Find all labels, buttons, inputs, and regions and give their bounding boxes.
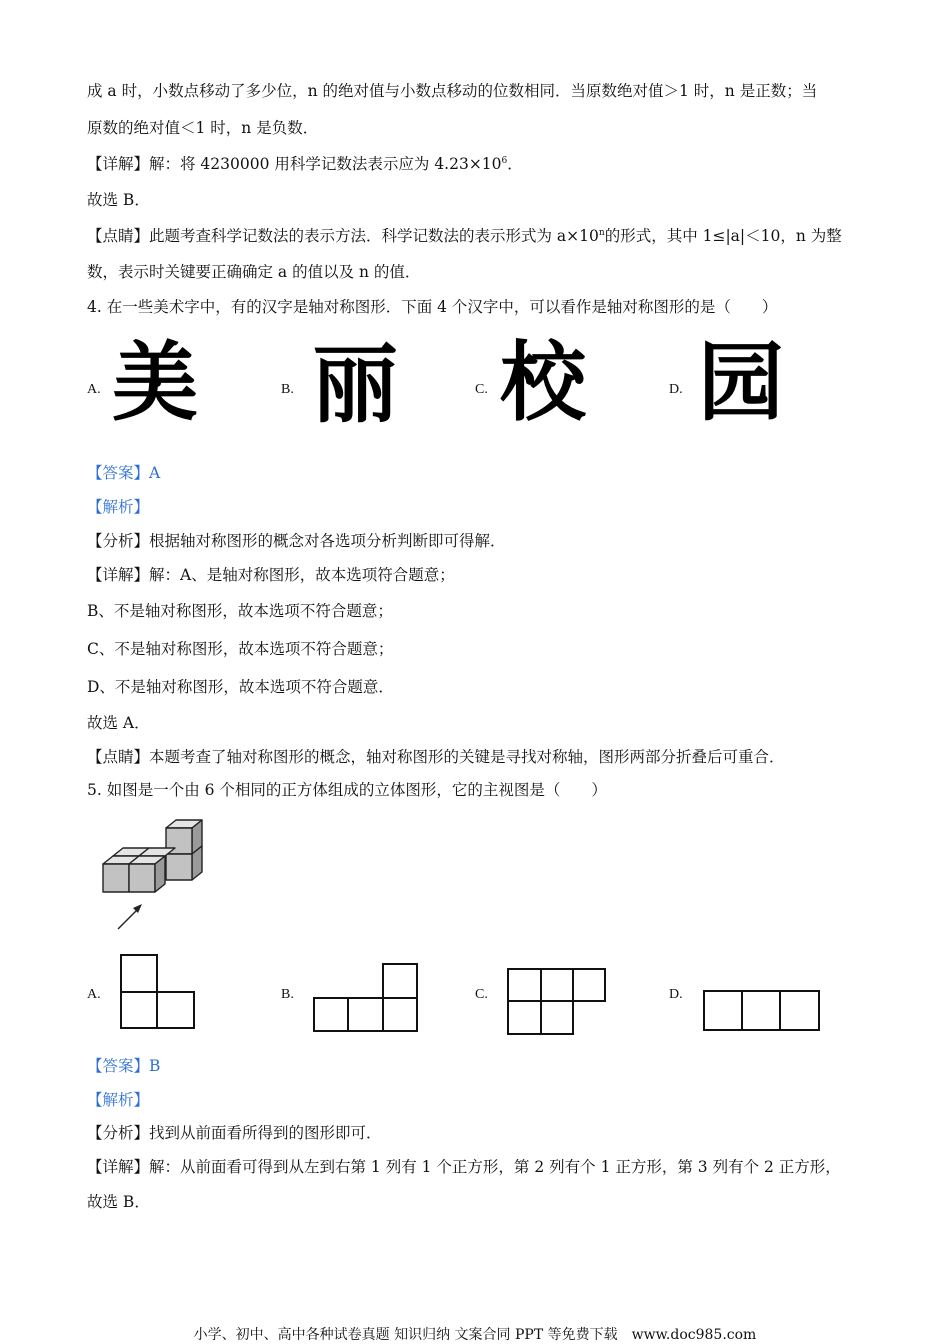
q4-review: 【点睛】本题考查了轴对称图形的概念，轴对称图形的关键是寻找对称轴，图形两部分折叠后可重合． bbox=[87, 748, 785, 766]
q3-review-2: 数，表示时关键要正确确定 a 的值以及 n 的值． bbox=[87, 263, 421, 281]
q5-option-c-label: C. bbox=[475, 987, 488, 1002]
q4-analysis-tag: 【解析】 bbox=[87, 498, 150, 516]
q5-answer: 【答案】B bbox=[87, 1057, 161, 1075]
q4-analysis: 【分析】根据轴对称图形的概念对各选项分析判断即可得解． bbox=[87, 532, 506, 550]
q4-option-c-char: 校 bbox=[500, 333, 586, 433]
q5-choose: 故选 B． bbox=[87, 1193, 150, 1211]
q4-option-d-char: 园 bbox=[698, 333, 784, 433]
q5-analysis-tag: 【解析】 bbox=[87, 1091, 150, 1109]
q4-option-b-label: B. bbox=[281, 382, 294, 397]
q4-detail-c: C、不是轴对称图形，故本选项不符合题意； bbox=[87, 640, 394, 658]
q4-option-a-char: 美 bbox=[112, 333, 198, 433]
q4-choose: 故选 A． bbox=[87, 714, 150, 732]
q3-detail-end: ． bbox=[507, 155, 523, 173]
q4-stem: 4. 在一些美术字中，有的汉字是轴对称图形．下面 4 个汉字中，可以看作是轴对称图形的是（ ） bbox=[87, 298, 778, 316]
q4-detail: 【详解】解：A、是轴对称图形，故本选项符合题意； bbox=[87, 566, 455, 584]
q4-option-a-label: A. bbox=[87, 382, 101, 397]
q5-cube-figure bbox=[96, 815, 211, 935]
q5-option-a-figure bbox=[120, 954, 196, 1030]
q3-detail bbox=[87, 153, 523, 175]
q5-option-a-label: A. bbox=[87, 987, 101, 1002]
q3-detail-exponent: 6 bbox=[501, 155, 508, 166]
q3-review-text-a: 【点睛】此题考查科学记数法的表示方法．科学记数法的表示形式为 a×10 bbox=[87, 227, 599, 245]
q4-detail-d: D、不是轴对称图形，故本选项不符合题意． bbox=[87, 678, 394, 696]
q5-option-b-figure bbox=[313, 963, 419, 1033]
q4-option-b-char: 丽 bbox=[312, 335, 398, 435]
q3-line-2: 原数的绝对值＜1 时，n 是负数． bbox=[87, 119, 319, 137]
q5-stem: 5. 如图是一个由 6 个相同的正方体组成的立体图形，它的主视图是（ ） bbox=[87, 781, 607, 799]
q3-detail-text: 【详解】解：将 4230000 用科学记数法表示应为 4.23×10 bbox=[87, 155, 502, 173]
q4-option-c-label: C. bbox=[475, 382, 488, 397]
q4-detail-b: B、不是轴对称图形，故本选项不符合题意； bbox=[87, 602, 393, 620]
q4-answer: 【答案】A bbox=[87, 464, 161, 482]
q5-option-c-figure bbox=[507, 968, 607, 1036]
q4-option-d-label: D. bbox=[669, 382, 683, 397]
q5-analysis: 【分析】找到从前面看所得到的图形即可． bbox=[87, 1124, 382, 1142]
q3-review-text-b: 的形式，其中 1≤|a|＜10，n 为整 bbox=[604, 227, 842, 245]
q5-option-d-label: D. bbox=[669, 987, 683, 1002]
q5-option-d-figure bbox=[703, 990, 821, 1032]
q3-review-exponent: n bbox=[598, 227, 605, 238]
q5-detail: 【详解】解：从前面看可得到从左到右第 1 列有 1 个正方形，第 2 列有个 1 正方形，第 3 列有个 2 正方形， bbox=[87, 1158, 841, 1176]
q3-choose: 故选 B． bbox=[87, 191, 150, 209]
q3-line-1: 成 a 时，小数点移动了多少位，n 的绝对值与小数点移动的位数相同．当原数绝对值＞1 时，n 是正数；当 bbox=[87, 82, 818, 100]
page-footer: 小学、初中、高中各种试卷真题 知识归纳 文案合同 PPT 等免费下载 www.doc985.com bbox=[193, 1327, 757, 1343]
q3-review-1 bbox=[87, 225, 842, 247]
q5-option-b-label: B. bbox=[281, 987, 294, 1002]
